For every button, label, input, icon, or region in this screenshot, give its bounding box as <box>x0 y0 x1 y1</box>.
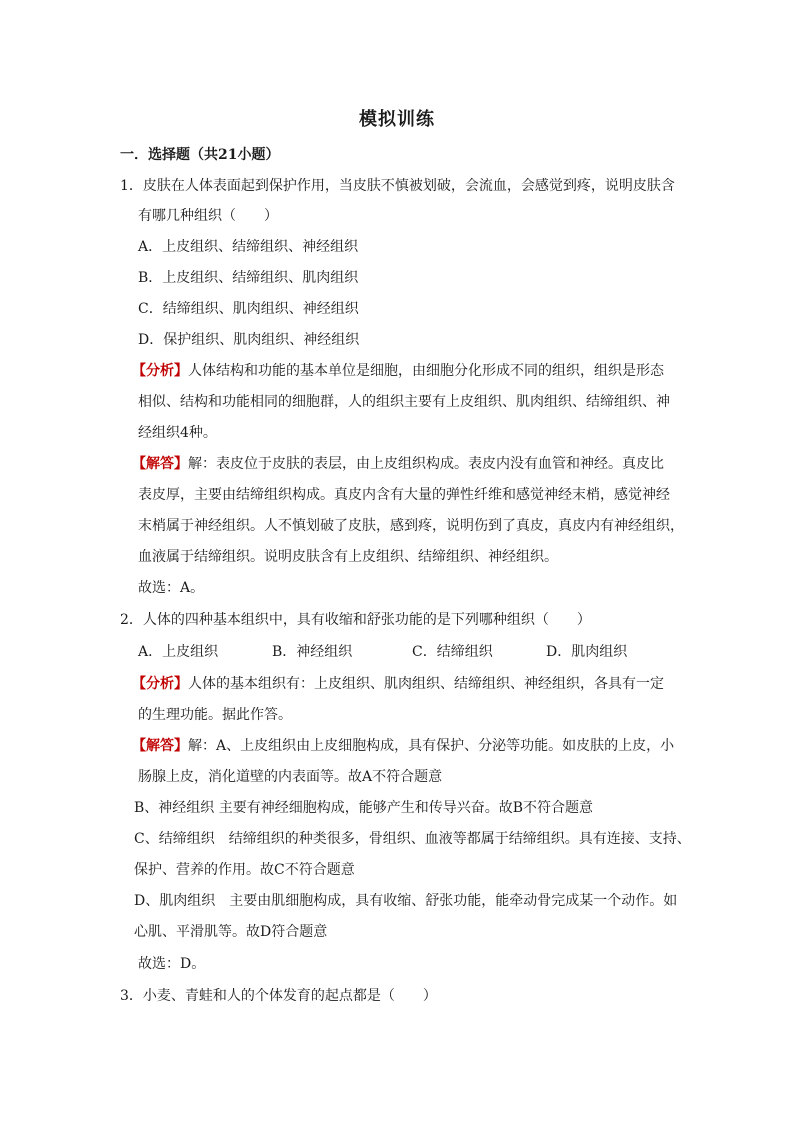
q2-answer-line6: D、肌肉组织 主要由肌细胞构成，具有收缩、舒张功能，能牵动骨完成某一个动作。如 <box>134 893 678 909</box>
q1-answer-line1 <box>132 454 664 474</box>
q2-answer-text1: 解：A、上皮组织由上皮细胞构成，具有保护、分泌等功能。如皮肤的上皮，小 <box>188 738 675 754</box>
q2-option-d: D．肌肉组织 <box>546 644 628 660</box>
q2-answer-line5: 保护、营养的作用。故C不符合题意 <box>134 862 355 878</box>
q1-answer-line3: 末梢属于神经组织。人不慎划破了皮肤，感到疼，说明伤到了真皮，真皮内有神经组织， <box>138 518 684 534</box>
q1-stem-line2: 有哪几种组织（ ） <box>138 208 278 224</box>
q1-analysis-line2: 相似、结构和功能相同的细胞群，人的组织主要有上皮组织、肌肉组织、结缔组织、神 <box>138 394 670 410</box>
q1-answer-line2: 表皮厚，主要由结缔组织构成。真皮内含有大量的弹性纤维和感觉神经末梢，感觉神经 <box>138 487 670 503</box>
q2-answer-line4: C、结缔组织 结缔组织的种类很多，骨组织、血液等都属于结缔组织。具有连接、支持、 <box>134 831 691 847</box>
q2-analysis-tag: 【分析】 <box>132 676 188 692</box>
q2-option-c: C．结缔组织 <box>412 644 493 660</box>
q1-analysis-text1: 人体结构和功能的基本单位是细胞，由细胞分化形成不同的组织，组织是形态 <box>188 363 664 379</box>
q2-choice: 故选：D。 <box>138 956 206 972</box>
q1-option-b: B．上皮组织、结缔组织、肌肉组织 <box>138 270 359 286</box>
q1-option-a: A．上皮组织、结缔组织、神经组织 <box>138 239 359 255</box>
q1-analysis-line3: 经组织4种。 <box>138 425 217 441</box>
page-title: 模拟训练 <box>359 109 435 130</box>
q1-choice: 故选：A。 <box>138 580 205 596</box>
q1-option-c: C．结缔组织、肌肉组织、神经组织 <box>138 301 359 317</box>
q1-answer-line4: 血液属于结缔组织。说明皮肤含有上皮组织、结缔组织、神经组织。 <box>138 549 558 565</box>
q2-option-b: B．神经组织 <box>272 644 353 660</box>
q2-analysis-line1 <box>132 674 664 694</box>
q2-answer-line1 <box>132 736 674 756</box>
q2-answer-line7: 心肌、平滑肌等。故D符合题意 <box>134 924 328 940</box>
q1-answer-tag: 【解答】 <box>132 456 188 472</box>
q2-options-row <box>138 642 698 662</box>
q2-answer-line2: 肠腺上皮，消化道壁的内表面等。故A不符合题意 <box>138 769 443 785</box>
q3-stem: 3．小麦、青蛙和人的个体发育的起点都是（ ） <box>120 988 437 1004</box>
q1-option-d: D．保护组织、肌肉组织、神经组织 <box>138 332 360 348</box>
q2-option-a: A．上皮组织 <box>138 644 219 660</box>
q1-answer-text1: 解：表皮位于皮肤的表层，由上皮组织构成。表皮内没有血管和神经。真皮比 <box>188 456 664 472</box>
q1-analysis-line1 <box>132 361 664 381</box>
q2-answer-tag: 【解答】 <box>132 738 188 754</box>
q2-stem: 2．人体的四种基本组织中，具有收缩和舒张功能的是下列哪种组织（ ） <box>120 612 591 628</box>
section-heading: 一．选择题（共21小题） <box>120 147 280 163</box>
q2-analysis-text1: 人体的基本组织有：上皮组织、肌肉组织、结缔组织、神经组织，各具有一定 <box>188 676 664 692</box>
q1-analysis-tag: 【分析】 <box>132 363 188 379</box>
q1-stem-line1: 1．皮肤在人体表面起到保护作用，当皮肤不慎被划破，会流血，会感觉到疼，说明皮肤含 <box>120 178 675 194</box>
q2-analysis-line2: 的生理功能。据此作答。 <box>138 707 292 723</box>
q2-answer-line3: B、神经组织 主要有神经细胞构成，能够产生和传导兴奋。故B不符合题意 <box>134 800 594 816</box>
